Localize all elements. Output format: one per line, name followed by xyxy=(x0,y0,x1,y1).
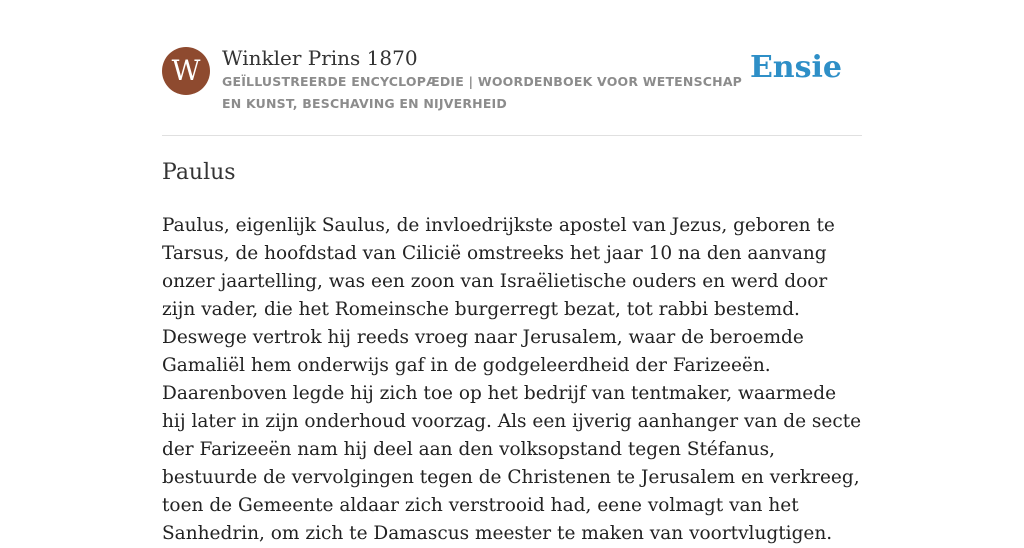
article-title: Paulus xyxy=(162,160,236,185)
source-title[interactable]: Winkler Prins 1870 xyxy=(222,46,418,70)
source-info xyxy=(222,45,762,115)
brand-logo-link[interactable]: Ensie xyxy=(749,50,842,85)
article-body: Paulus, eigenlijk Saulus, de invloedrijkste apostel van Jezus, geboren te Tarsus, de hoofdstad van Cilicië omstreeks het jaar 10 na den aanvang onzer jaartelling, was een zoon van Israëlietische ouders en werd door zijn vader, die het Romeinsche burgerregt bezat, tot rabbi bestemd. Deswege vertrok hij reeds vroeg naar Jerusalem, waar de beroemde Gamaliël hem onderwijs gaf in de godgeleerdheid der Farizeeën. Daarenboven legde hij zich toe op het bedrijf van tentmaker, waarmede hij later in zijn onderhoud voorzag. Als een ijverig aanhanger van de secte der Farizeeën nam hij deel aan den volksopstand tegen Stéfanus, bestuurde de vervolgingen tegen de Christenen te Jerusalem en verkreeg, toen de Gemeente aldaar zich verstrooid had, eene volmagt van het Sanhedrin, om zich te Damascus meester te maken van voortvlugtigen. xyxy=(162,215,862,544)
avatar[interactable]: W xyxy=(162,47,210,95)
source-subtitle: GEÏLLUSTREERDE ENCYCLOPÆDIE | WOORDENBOEK VOOR WETENSCHAP EN KUNST, BESCHAVING EN NIJVERHEID xyxy=(222,74,743,111)
source-header xyxy=(162,0,862,136)
page xyxy=(162,0,862,544)
